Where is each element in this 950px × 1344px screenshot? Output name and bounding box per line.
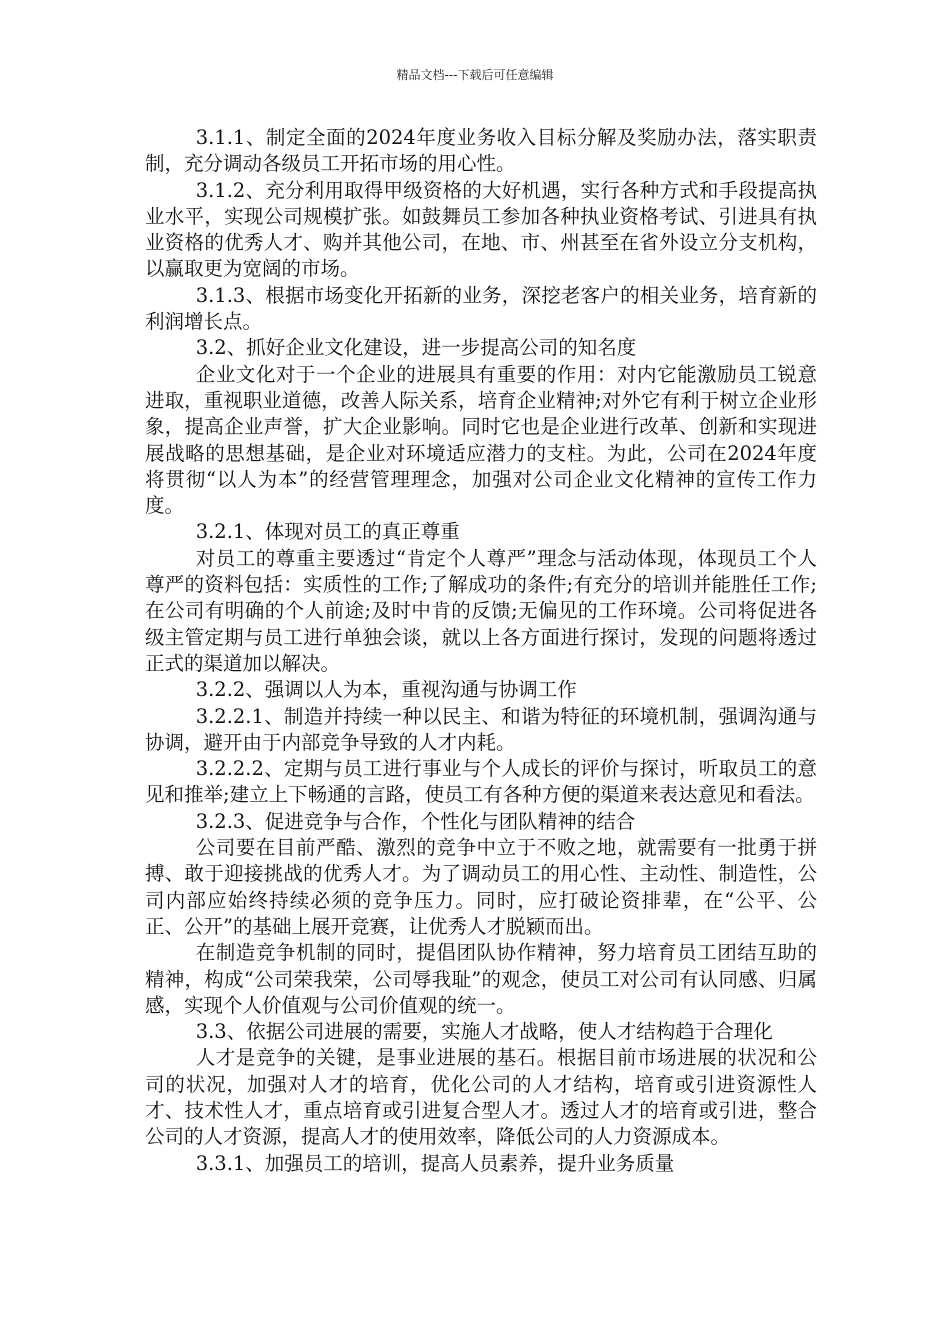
paragraph-employee-respect: 对员工的尊重主要透过“肯定个人尊严”理念与活动体现，体现员工个人尊严的资料包括：实质性的工作;了解成功的条件;有充分的培训并能胜任工作;在公司有明确的个人前途;及时中肯的反馈;无偏见的工作环境。公司将促进各级主管定期与员工进行单独会谈，就以上各方面进行探讨，发现的问题将透过正式的渠道加以解决。 [145, 546, 817, 675]
paragraph-corporate-culture: 企业文化对于一个企业的进展具有重要的作用：对内它能激励员工锐意进取，重视职业道德，改善人际关系，培育企业精神;对外它有利于树立企业形象，提高企业声誉，扩大企业影响。同时它也是企业进行改革、创新和实现进展战略的思想基础，是企业对环境适应潜力的支柱。为此，公司在2024年度将贯彻“以人为本”的经营管理理念，加强对公司企业文化精神的宣传工作力度。 [145, 362, 817, 518]
paragraph-3-1-3: 3.1.3、根据市场变化开拓新的业务，深挖老客户的相关业务，培育新的利润增长点。 [145, 283, 817, 334]
section-heading-3-3-1: 3.3.1、加强员工的培训，提高人员素养，提升业务质量 [195, 1151, 675, 1175]
paragraph-competition: 公司要在目前严酷、激烈的竞争中立于不败之地，就需要有一批勇于拼搏、敢于迎接挑战的优秀人才。为了调动员工的用心性、主动性、制造性，公司内部应始终持续必须的竞争压力。同时，应打破论资排辈，在“公平、公正、公开”的基础上展开竞赛，让优秀人才脱颖而出。 [145, 836, 817, 938]
section-heading-3-2-3: 3.2.3、促进竞争与合作，个性化与团队精神的结合 [195, 809, 636, 833]
section-heading-3-2-2: 3.2.2、强调以人为本，重视沟通与协调工作 [195, 678, 577, 702]
paragraph-3-2-2-1: 3.2.2.1、制造并持续一种以民主、和谐为特征的环境机制，强调沟通与协调，避开由于内部竞争导致的人才内耗。 [145, 704, 817, 754]
page-header: 精品文档---下载后可任意编辑 [396, 68, 554, 82]
paragraph-3-2-2-2: 3.2.2.2、定期与员工进行事业与个人成长的评价与探讨，听取员工的意见和推举;建立上下畅通的言路，使员工有各种方便的渠道来表达意见和看法。 [145, 757, 817, 807]
paragraph-3-1-2: 3.1.2、充分利用取得甲级资格的大好机遇，实行各种方式和手段提高执业水平，实现公司规模扩张。如鼓舞员工参加各种执业资格考试、引进具有执业资格的优秀人才、购并其他公司，在地、市、州甚至在省外设立分支机构，以赢取更为宽阔的市场。 [145, 178, 817, 281]
document-body [145, 125, 817, 1177]
paragraph-teamwork: 在制造竞争机制的同时，提倡团队协作精神，努力培育员工团结互助的精神，构成“公司荣我荣，公司辱我耻”的观念，使员工对公司有认同感、归属感，实现个人价值观与公司价值观的统一。 [145, 941, 817, 1017]
section-heading-3-2: 3.2、抓好企业文化建设，进一步提高公司的知名度 [195, 336, 637, 360]
paragraph-talent: 人才是竞争的关键，是事业进展的基石。根据目前市场进展的状况和公司的状况，加强对人才的培育，优化公司的人才结构，培育或引进资源性人才、技术性人才，重点培育或引进复合型人才。透过人才的培育或引进，整合公司的人才资源，提高人才的使用效率，降低公司的人力资源成本。 [145, 1046, 817, 1149]
section-heading-3-2-1: 3.2.1、体现对员工的真正尊重 [195, 520, 460, 544]
section-heading-3-3: 3.3、依据公司进展的需要，实施人才战略，使人才结构趋于合理化 [195, 1020, 773, 1044]
paragraph-3-1-1: 3.1.1、制定全面的2024年度业务收入目标分解及奖励办法，落实职责制，充分调动各级员工开拓市场的用心性。 [145, 126, 817, 176]
